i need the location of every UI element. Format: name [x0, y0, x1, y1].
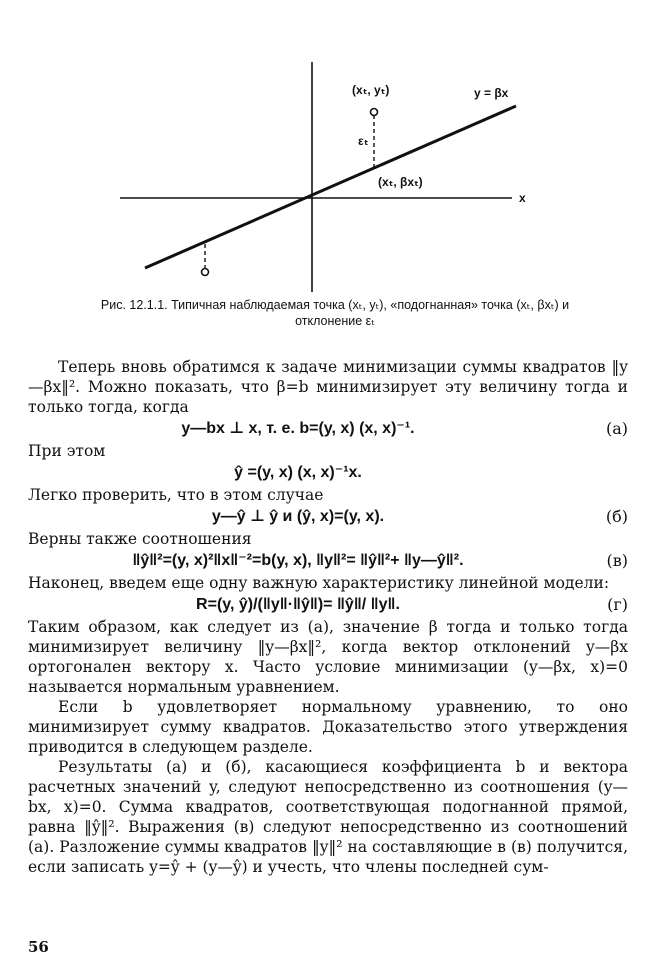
page-number: 56 — [28, 938, 49, 956]
formula-v — [28, 549, 628, 573]
figure-caption — [40, 297, 630, 329]
observed-point-upper — [371, 109, 378, 116]
regression-line — [145, 106, 516, 268]
x-axis-label: x — [519, 191, 526, 205]
caption-line-1: Рис. 12.1.1. Типичная наблюдаемая точка (xₜ, yₜ), «подогнанная» точка (xₜ, βxₜ) и — [100, 298, 570, 312]
paragraph-b-satisfies: Если b удовлетворяет нормальному уравнению, то оно минимизирует сумму квадратов. Доказательство этого утверждения приводится в следующем разделе. — [28, 698, 628, 756]
paragraph-check: Легко проверить, что в этом случае — [28, 486, 324, 504]
observed-point-lower — [202, 269, 209, 276]
formula-yhat-expression: ŷ =(y, x) (x, x)⁻¹x. — [234, 464, 362, 481]
formula-g-expression: R=(y, ŷ)/(‖y‖·‖ŷ‖)= ‖ŷ‖/ ‖y‖. — [196, 596, 400, 613]
formula-a-expression: y—bx ⊥ x, т. е. b=(y, x) (x, x)⁻¹. — [181, 420, 415, 437]
formula-v-expression: ‖ŷ‖²=(y, x)²‖x‖⁻²=b(y, x), ‖y‖²= ‖ŷ‖²+ ‖y—ŷ‖². — [132, 552, 464, 569]
formula-v-tag: (в) — [606, 551, 628, 570]
formula-a-tag: (а) — [605, 419, 628, 438]
formula-a — [28, 417, 628, 441]
caption-line-2: отклонение εₜ — [295, 314, 375, 328]
formula-b-tag: (б) — [605, 507, 628, 526]
paragraph-relations: Верны также соотношения — [28, 530, 252, 548]
body-text — [28, 357, 628, 877]
formula-b-expression: y—ŷ ⊥ ŷ и (ŷ, x)=(y, x). — [211, 508, 385, 525]
fitted-point-label: (xₜ, βxₜ) — [378, 175, 423, 189]
paragraph-finally: Наконец, введем еще одну важную характеристику линейной модели: — [28, 574, 610, 592]
observed-point-label: (xₜ, yₜ) — [352, 83, 390, 97]
formula-yhat — [28, 461, 628, 485]
formula-b — [28, 505, 628, 529]
paragraph-pri-etom: При этом — [28, 442, 106, 460]
paragraph-normal-equation: Таким образом, как следует из (а), значение β тогда и только тогда минимизирует величину ‖y—βx‖², когда вектор отклонений y—βx ортогонален вектору x. Часто условие минимизации (y—βx, x)=0 называется нормальным уравнением. — [28, 618, 628, 696]
paragraph-intro: Теперь вновь обратимся к задаче минимизации суммы квадратов ‖y—βx‖². Можно показать, что β=b минимизирует эту величину тогда и только тогда, когда — [28, 358, 628, 416]
paragraph-results: Результаты (а) и (б), касающиеся коэффициента b и вектора расчетных значений y, следуют непосредственно из соотношения (y—bx, x)=0. Сумма квадратов, соответствующая подогнанной прямой, равна ‖ŷ‖². Выражения (в) следуют непосредственно из соотношений (а). Разложение суммы квадратов ‖y‖² на составляющие в (в) получится, если записать y=ŷ + (y—ŷ) и учесть, что члены последней сум- — [28, 758, 628, 876]
deviation-label: εₜ — [358, 134, 369, 148]
regression-figure — [0, 0, 650, 295]
formula-g — [28, 593, 628, 617]
line-equation-label: y = βx — [474, 86, 509, 100]
formula-g-tag: (г) — [607, 595, 628, 614]
